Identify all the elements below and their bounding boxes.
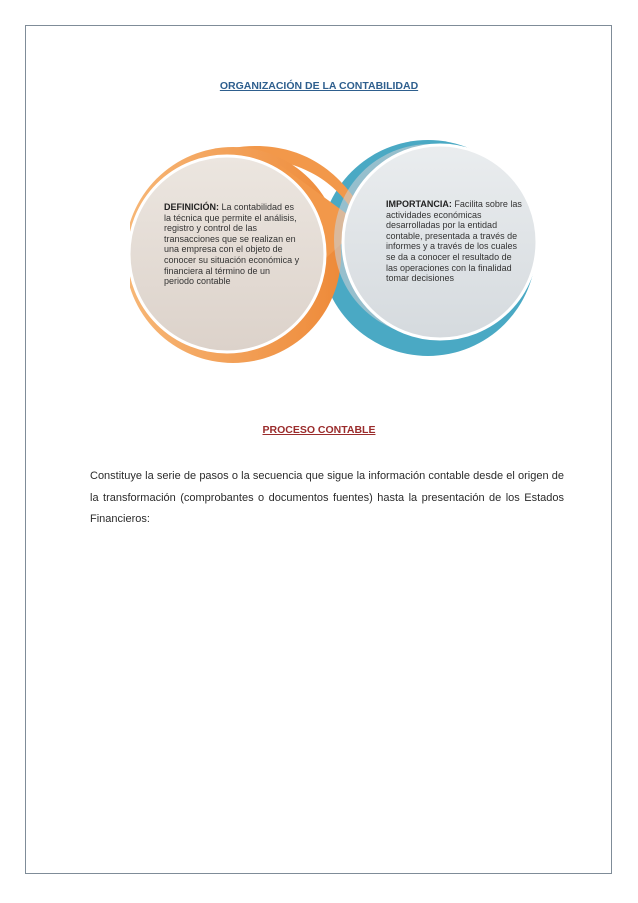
importancia-text: [386, 199, 524, 284]
definicion-text: [164, 202, 300, 287]
body-paragraph: Constituye la serie de pasos o la secuencia que sigue la información contable desde el origen de la transformación (comprobantes o documentos fuentes) hasta la presentación de los Estados Financieros:: [90, 470, 564, 525]
section-title-text: PROCESO CONTABLE: [262, 424, 376, 436]
section-title: [0, 424, 638, 436]
contabilidad-diagram: [130, 130, 570, 370]
importancia-body: Facilita sobre las actividades económicas desarrolladas por la entidad contable, presentada a través de informes y a través de los cuales se da a conocer el resultado de las operaciones con la finalidad tomar decisiones: [386, 199, 522, 284]
definicion-body: La contabilidad es la técnica que permite el análisis, registro y control de las transacciones que se realizan en una empresa con el objeto de conocer su situación económica y financiera al término de un periodo contable: [164, 202, 300, 287]
definicion-label: DEFINICIÓN:: [164, 202, 219, 212]
page-title-text: ORGANIZACIÓN DE LA CONTABILIDAD: [219, 80, 419, 92]
importancia-label: IMPORTANCIA:: [386, 199, 452, 209]
page-title: [0, 80, 638, 92]
